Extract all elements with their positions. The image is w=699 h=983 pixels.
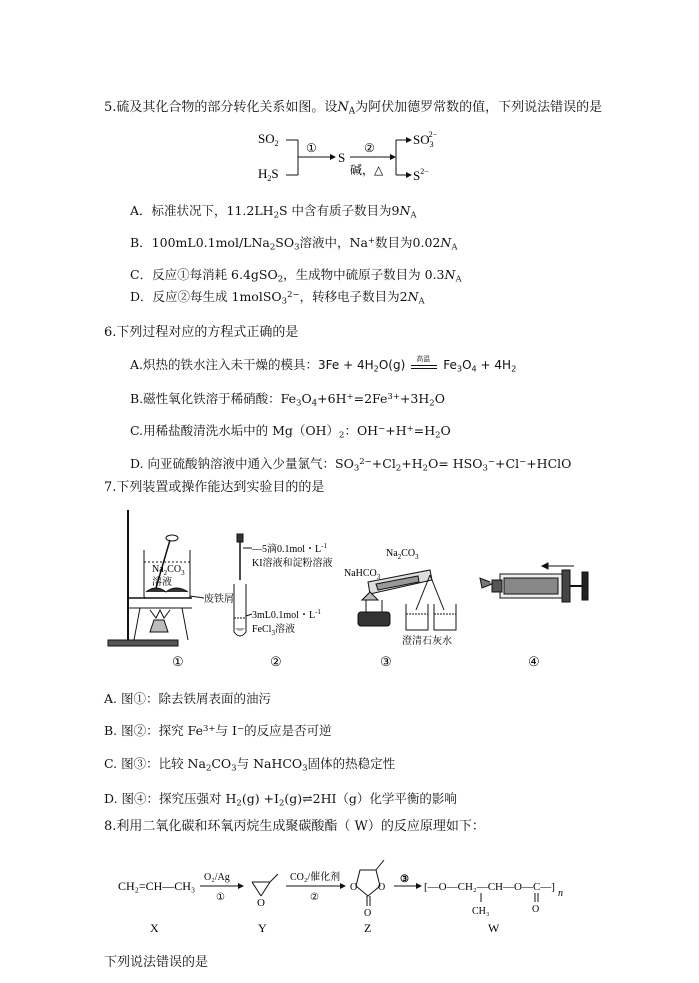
fig3-nahco3-label: NaHCO$_3$ [344, 568, 381, 581]
q6-option-a: A.炽热的铁水注入未干燥的模具：$3Fe + 4H_2O(g)$ 高温 $Fe_3O_4 + 4H_2$ [130, 354, 517, 374]
w-chain: [—O—CH₂—CH—O—C—] [424, 881, 555, 893]
fig3-na2co3-label: $Na_2CO_3$ [386, 548, 419, 561]
q5-option-b: B．$100mL0.1mol/LNa_2SO_3$溶液中，Na+数目为$0.02N_A$ [130, 235, 458, 253]
s-label: S [338, 150, 346, 165]
equilibrium-arrow: 高温 [409, 360, 439, 372]
label-x: X [150, 921, 159, 935]
q6-option-b: B.磁性氧化铁溶于稀硝酸：$Fe_3O_4+6H^+=2Fe^{3+}+3H_2O$ [130, 391, 445, 409]
so2-label: $SO_2$ [258, 131, 279, 148]
r3-number: ③ [400, 874, 409, 885]
fig2-drops-label: —5滴0.1mol・$L^{-1}$ [252, 542, 328, 555]
w-methyl: CH₃ [472, 906, 490, 917]
q7-option-b: B. 图②：探究 $Fe^{3+}$与 I−的反应是否可逆 [104, 723, 332, 738]
h2s-label: $H_2S$ [258, 166, 279, 183]
r2-reagent: CO₂/催化剂 [290, 872, 341, 883]
q8-stem: 8.利用二氧化碳和环氧丙烷生成聚碳酸酯（ W）的反应原理如下： [104, 819, 485, 834]
y-oxygen: O [257, 897, 265, 909]
r1-reagent: O₂/Ag [204, 872, 230, 883]
q5-option-c: C．反应①每消耗 6.4gSO$_2$，生成物中硫原子数目为 $0.3N_A$ [130, 267, 462, 285]
q8-tail: 下列说法错误的是 [104, 955, 209, 970]
so3-label: $SO_32-$ [413, 130, 438, 149]
w-carbonyl-oxygen: O [532, 904, 540, 915]
fig4-number: ④ [528, 654, 540, 669]
fig1-number: ① [172, 654, 184, 669]
r1-number: ① [216, 892, 225, 903]
s2-label: $S^{2-}$ [413, 167, 429, 183]
label-z: Z [364, 921, 372, 935]
fig1-solution-label: 溶液 [152, 577, 172, 588]
fig2-fecl3-label: FeCl$_3$溶液 [252, 624, 295, 637]
label-w: W [488, 921, 500, 935]
q7-option-d: D. 图④：探究压强对 $H_2(g)$ $+I_2(g)\rightleftharpoons 2HI(g)$化学平衡的影响 [104, 791, 457, 809]
step1-label: ① [306, 141, 317, 155]
w-n: n [558, 888, 563, 899]
q7-option-c: C. 图③：比较 $Na_2CO_3$与 NaHCO$_3$固体的热稳定性 [104, 756, 396, 774]
step2-condition: 碱，△ [350, 163, 384, 177]
fig2-number: ② [270, 654, 282, 669]
q7-option-a: A. 图①：除去铁屑表面的油污 [104, 691, 271, 706]
z-oxygen-right: O [378, 882, 386, 893]
q7-stem: 7.下列装置或操作能达到实验目的的是 [104, 480, 325, 495]
q6-option-c: C.用稀盐酸清洗水垢中的 $Mg(OH)_2$：$OH^-+H^+=H_2O$ [130, 423, 451, 441]
label-y: Y [258, 921, 267, 935]
q5-stem: 5.硫及其化合物的部分转化关系如图。设$N_A$为阿伏加德罗常数的值，下列说法错误的是 [104, 100, 603, 117]
q6-option-d: D. 向亚硫酸钠溶液中通入少量氯气：$SO_3^{2-}+Cl_2+H_2O=$ $HSO_3^-+Cl^-+HClO$ [130, 456, 572, 474]
fig1-beaker-setup [108, 510, 192, 646]
fig2-ki-label: KI溶液和淀粉溶液 [252, 558, 333, 569]
fig3-heating-setup [358, 570, 456, 630]
z-oxygen-carbonyl: O [364, 908, 372, 919]
q5-option-d: D．反应②每生成 1molSO$_3^{2-}$，转移电子数目为$2N_A$ [130, 289, 425, 307]
fig4-syringe [480, 563, 588, 602]
fig3-limewater-label: 澄清石灰水 [402, 636, 452, 647]
q6-stem: 6.下列过程对应的方程式正确的是 [104, 325, 299, 340]
fig2-fecl3-conc-label: 3mL0.1mol・$L^{-1}$ [252, 608, 321, 621]
r2-number: ② [310, 892, 319, 903]
fig1-na2co3-label: $Na_2CO_3$ [152, 564, 185, 577]
q5-option-a: A．标准状况下，$11.2LH_2S$ 中含有质子数目为$9N_A$ [130, 203, 417, 221]
q5-sulfur-scheme [250, 126, 450, 190]
step2-label: ② [364, 141, 375, 155]
q7-apparatus-figure [100, 500, 590, 680]
fig2-test-tube [234, 534, 246, 636]
y-epoxide [252, 874, 278, 896]
fig3-number: ③ [380, 654, 392, 669]
z-oxygen-left: O [350, 882, 358, 893]
fig1-scrap-label: 废铁屑 [204, 594, 234, 605]
x-formula: CH₂=CH—CH₃ [118, 879, 196, 893]
q8-reaction-scheme [110, 840, 570, 940]
